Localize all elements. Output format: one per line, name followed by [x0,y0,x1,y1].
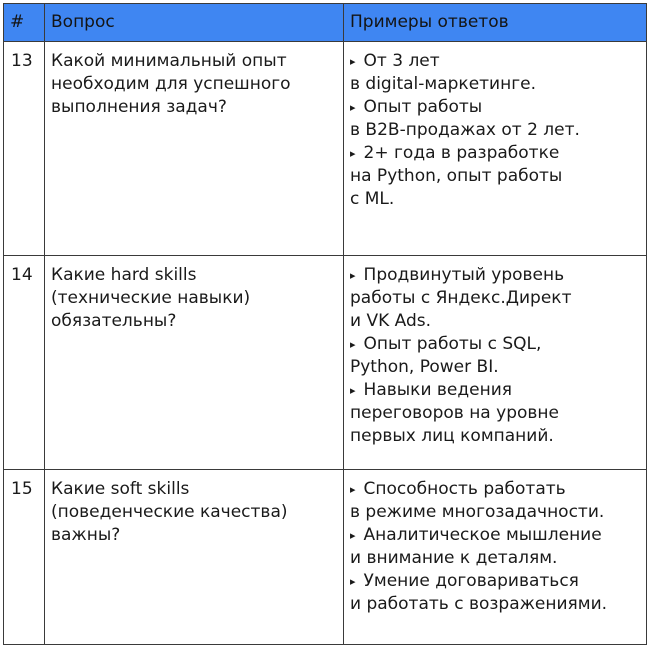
row-question [45,470,344,645]
questions-table [3,3,647,645]
row-answers [344,470,647,645]
bullet-icon: ▸ [350,269,356,282]
answer-text: Навыки ведения [363,380,512,400]
answer-line [350,379,640,402]
answer-line [350,165,640,188]
header-answer-examples: Примеры ответов [344,4,647,42]
row-question [45,42,344,256]
answer-text: на Python, опыт работы [350,166,563,186]
answer-line [350,310,640,333]
answer-line [350,142,640,165]
question-line: Какой минимальный опыт [51,51,287,71]
answer-text: Python, Power BI. [350,357,499,377]
question-line: (технические навыки) [51,288,251,308]
table-row [4,470,647,645]
answer-text: и VK Ads. [350,311,432,331]
header-question: Вопрос [45,4,344,42]
table-header-row [4,4,647,42]
answer-text: в режиме многозадачности. [350,502,605,522]
row-number: 14 [4,256,45,470]
row-number: 13 [4,42,45,256]
bullet-icon: ▸ [350,575,356,588]
bullet-icon: ▸ [350,55,356,68]
answer-line [350,356,640,379]
answer-text: в digital-маркетинге. [350,74,537,94]
answer-line [350,264,640,287]
bullet-icon: ▸ [350,384,356,397]
answer-line [350,73,640,96]
bullet-icon: ▸ [350,101,356,114]
row-question [45,256,344,470]
answer-line [350,501,640,524]
answer-line [350,402,640,425]
answer-line [350,287,640,310]
answer-line [350,96,640,119]
answer-line [350,425,640,448]
answer-text: Опыт работы [363,97,483,117]
question-line: выполнения задач? [51,97,227,117]
answer-line [350,119,640,142]
question-line: необходим для успешного [51,74,291,94]
answer-line [350,570,640,593]
row-answers [344,256,647,470]
answer-text: и внимание к деталям. [350,548,558,568]
answer-line [350,478,640,501]
answer-text: переговоров на уровне [350,403,559,423]
answer-text: Умение договариваться [363,571,579,591]
table-row [4,256,647,470]
question-line: Какие soft skills [51,479,190,499]
row-answers [344,42,647,256]
answer-line [350,333,640,356]
answer-text: первых лиц компаний. [350,426,554,446]
answer-text: 2+ года в разработке [363,143,560,163]
answer-text: Продвинутый уровень [363,265,565,285]
answer-text: работы с Яндекс.Директ [350,288,572,308]
answer-text: Опыт работы с SQL, [363,334,542,354]
answer-line [350,593,640,616]
question-line: важны? [51,525,121,545]
answer-line [350,50,640,73]
answer-line [350,547,640,570]
answer-text: с ML. [350,189,395,209]
answer-text: Способность работать [363,479,566,499]
table-body [4,42,647,645]
answer-line [350,524,640,547]
answer-text: в B2B-продажах от 2 лет. [350,120,580,140]
bullet-icon: ▸ [350,529,356,542]
answer-text: и работать с возражениями. [350,594,608,614]
bullet-icon: ▸ [350,483,356,496]
question-line: Какие hard skills [51,265,197,285]
bullet-icon: ▸ [350,338,356,351]
question-line: (поведенческие качества) [51,502,288,522]
answer-text: Аналитическое мышление [363,525,602,545]
answer-text: От 3 лет [363,51,440,71]
answer-line [350,188,640,211]
bullet-icon: ▸ [350,147,356,160]
row-number: 15 [4,470,45,645]
question-line: обязательны? [51,311,177,331]
table-row [4,42,647,256]
header-number: # [4,4,45,42]
